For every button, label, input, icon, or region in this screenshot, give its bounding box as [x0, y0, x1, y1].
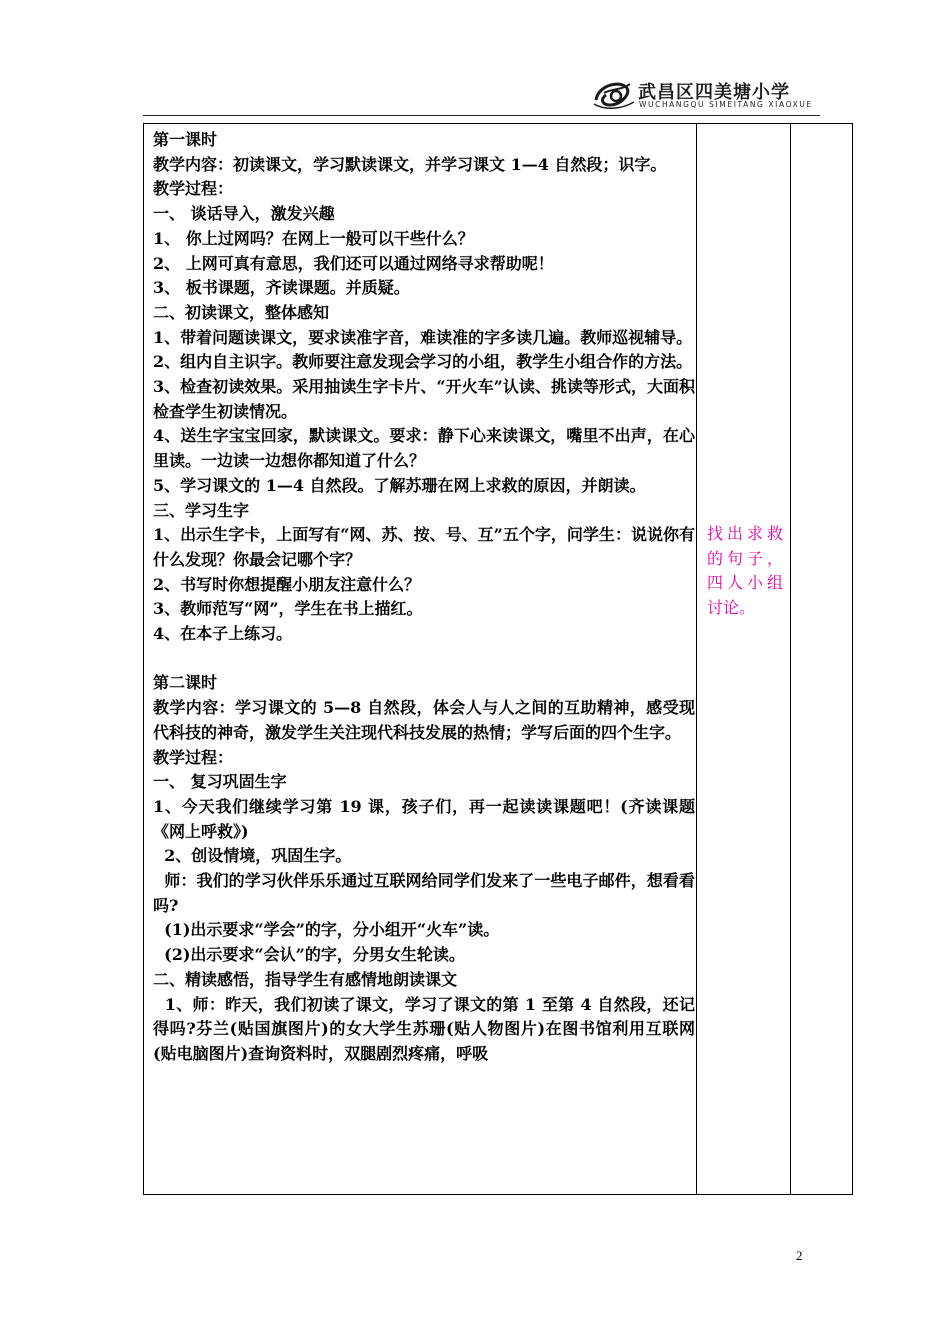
lesson-line: 3、教师范写“网”，学生在书上描红。	[153, 599, 423, 619]
lesson-line: 第二课时	[153, 673, 218, 693]
lesson-line: 2、 上网可真有意思，我们还可以通过网络寻求帮助呢！	[153, 253, 554, 273]
lesson-line: 教学过程：	[153, 747, 234, 767]
lesson-line: 1、带着问题读课文，要求读准字音，难读准的字多读几遍。教师巡视辅导。	[153, 327, 693, 347]
school-logo-icon	[592, 78, 636, 112]
lesson-line: 1、师：昨天，我们初读了课文，学习了课文的第 1 至第 4 自然段，还记得吗?芬兰(贴国旗图片)的女大学生苏珊(贴人物图片)在图书馆利用互联网(贴电脑图片)查询资料时，双腿剧烈疼痛，呼吸	[153, 994, 695, 1063]
header-divider	[143, 115, 820, 116]
lesson-line: 师：我们的学习伙伴乐乐通过互联网给同学们发来了一些电子邮件，想看看吗?	[153, 871, 695, 915]
lesson-line: 1、出示生字卡，上面写有“网、苏、按、号、互”五个字，问学生：说说你有什么发现？你最会记哪个字？	[153, 525, 695, 569]
page-header	[0, 0, 950, 118]
column-divider-1	[696, 124, 697, 1194]
lesson-line: 3、 板书课题，齐读课题。并质疑。	[153, 278, 410, 298]
lesson-line: 教学内容：初读课文，学习默读课文，并学习课文 1—4 自然段；识字。	[153, 154, 667, 174]
blank-line	[153, 647, 695, 672]
side-note: 找出求救的句子，四人小组讨论。	[707, 524, 783, 618]
lesson-line: 教学过程：	[153, 179, 234, 199]
lesson-line: 2、组内自主识字。教师要注意发现会学习的小组，教学生小组合作的方法。	[153, 352, 693, 372]
lesson-line: 二、初读课文，整体感知	[153, 302, 330, 322]
lesson-line: 一、 谈话导入，激发兴趣	[153, 204, 335, 224]
lesson-line: (2)出示要求“会认”的字，分男女生轮读。	[153, 945, 465, 965]
lesson-line: 1、今天我们继续学习第 19 课，孩子们，再一起读读课题吧！(齐读课题《网上呼救》)	[153, 796, 695, 841]
lesson-line: 教学内容：学习课文的 5—8 自然段，体会人与人之间的互助精神，感受现代科技的神奇，激发学生关注现代科技发展的热情；学写后面的四个生字。	[153, 698, 695, 742]
lesson-line: 二、精读感悟，指导学生有感情地朗读课文	[153, 969, 458, 989]
lesson-line: 第一课时	[153, 130, 218, 149]
lesson-line: 2、书写时你想提醒小朋友注意什么？	[153, 574, 421, 594]
school-name: 武昌区四美塘小学	[638, 82, 790, 103]
school-logo	[592, 78, 832, 114]
school-pinyin: WUCHANGQU SIMEITANG XIAOXUE	[639, 100, 813, 109]
lesson-line: 3、检查初读效果。采用抽读生字卡片、“开火车”认读、挑读等形式，大面积检查学生初读情况。	[153, 377, 695, 421]
lesson-line: 三、学习生字	[153, 500, 250, 520]
lesson-line: 4、送生字宝宝回家，默读课文。要求：静下心来读课文，嘴里不出声，在心里读。一边读一边想你都知道了什么？	[153, 426, 695, 471]
page-number: 2	[796, 1248, 803, 1263]
lesson-line: 2、创设情境，巩固生字。	[153, 846, 352, 866]
column-divider-2	[790, 124, 791, 1194]
lesson-line: 5、学习课文的 1—4 自然段。了解苏珊在网上求救的原因，并朗读。	[153, 475, 646, 495]
lesson-line: 一、 复习巩固生字	[153, 772, 287, 792]
lesson-plan-content	[153, 128, 695, 1067]
lesson-line: (1)出示要求“学会”的字，分小组开“火车”读。	[153, 920, 500, 940]
lesson-line: 4、在本子上练习。	[153, 624, 293, 644]
lesson-line: 1、 你上过网吗？在网上一般可以干些什么？	[153, 228, 474, 248]
